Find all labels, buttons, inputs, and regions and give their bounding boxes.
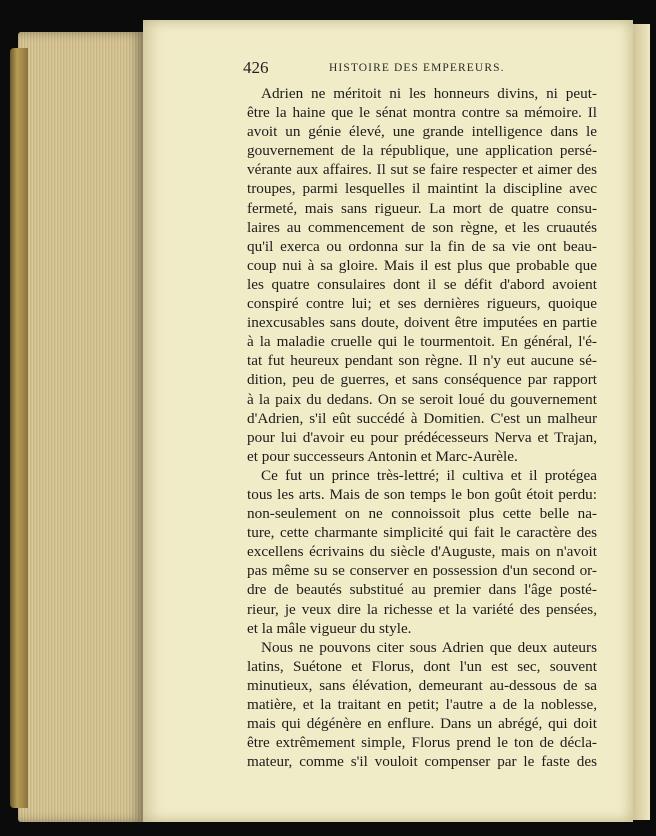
text-line: mais qui dégénère en enflure. Dans un abrégé, qui doit <box>247 715 597 733</box>
text-line: pas même su se conserver en possession d'un second or- <box>247 562 597 580</box>
text-line: Nous ne pouvons citer sous Adrien que deux auteurs <box>261 638 597 656</box>
text-line: qu'il exerca ou ordonna sur la fin de sa vie ont beau- <box>247 237 597 255</box>
text-line: tous les arts. Mais de son temps le bon goût étoit perdu: <box>247 485 597 503</box>
body-text <box>247 84 597 771</box>
book-fore-edge <box>10 48 28 808</box>
text-line: les quatre consulaires dont il se défit d'abord avoient <box>247 275 597 293</box>
text-line: ture, cette charmante simplicité qui fait le caractère des <box>247 524 597 542</box>
text-line: et la mâle vigueur du style. <box>247 619 412 637</box>
text-line: conspiré contre lui; et ses dernières rigueurs, quoique <box>247 295 597 313</box>
text-line: dre de beautés substitué au premier dans l'âge posté- <box>247 581 597 599</box>
text-line: pour lui d'avoir eu pour prédécesseurs Nerva et Trajan, <box>247 428 597 446</box>
text-line: laires au commencement de son règne, et les cruautés <box>247 218 597 236</box>
text-line: coup nui à sa gloire. Mais il est plus que probable que <box>247 256 597 274</box>
page-stack <box>18 32 143 822</box>
text-line: inexcusables sans doute, doivent être imputées en partie <box>247 314 597 332</box>
text-line: d'Adrien, s'il eût succédé à Domitien. C'est un malheur <box>247 409 597 427</box>
running-head: HISTOIRE DES EMPEREURS. <box>329 62 505 74</box>
text-line: matière, et la traitant en petit; l'autre a de la noblesse, <box>247 696 597 713</box>
text-line: rieur, je veux dire la richesse et la variété des pensées, <box>247 600 597 618</box>
text-line: et pour successeurs Antonin et Marc-Aurèle. <box>247 447 518 465</box>
text-line: être extrêmement simple, Florus prend le ton de décla- <box>247 734 597 752</box>
text-line: à la maladie cruelle qui le tourmentoit. En général, l'é- <box>247 333 597 351</box>
text-line: Adrien ne méritoit ni les honneurs divins, ni peut- <box>261 85 597 102</box>
text-line: gouvernement de la république, une application persé- <box>247 142 597 160</box>
facing-page-edge <box>633 24 650 820</box>
text-line: dition, peu de guerres, et sans conséquence par rapport <box>247 371 597 389</box>
page-header <box>243 60 623 80</box>
text-line: Ce fut un prince très-lettré; il cultiva et il protégea <box>261 466 597 484</box>
text-line: vérante aux affaires. Il sut se faire respecter et aimer des <box>247 161 597 179</box>
page-number: 426 <box>243 58 269 77</box>
text-line: avoit un génie élevé, une grande intelligence dans le <box>247 123 597 141</box>
text-line: minutieux, sans élévation, demeurant au-dessous de sa <box>247 676 597 694</box>
text-line: fermeté, mais sans rigueur. La mort de quatre consu- <box>247 199 597 217</box>
text-line: excellens écrivains du siècle d'Auguste, mais on n'avoit <box>247 543 597 561</box>
text-line: mateur, comme s'il vouloit compenser par le faste des <box>247 753 597 771</box>
text-line: à la paix du dedans. On se seroit loué du gouvernement <box>247 390 597 408</box>
text-line: tat fut heureux pendant son règne. Il n'y eut aucune sé- <box>247 352 597 370</box>
text-line: latins, Suétone et Florus, dont l'un est sec, souvent <box>247 657 597 675</box>
text-line: troupes, parmi lesquelles il maintint la discipline avec <box>247 180 597 198</box>
text-line: être la haine que le sénat montra contre sa mémoire. Il <box>247 104 597 122</box>
text-line: non-seulement on ne connoissoit plus cette belle na- <box>247 505 597 523</box>
